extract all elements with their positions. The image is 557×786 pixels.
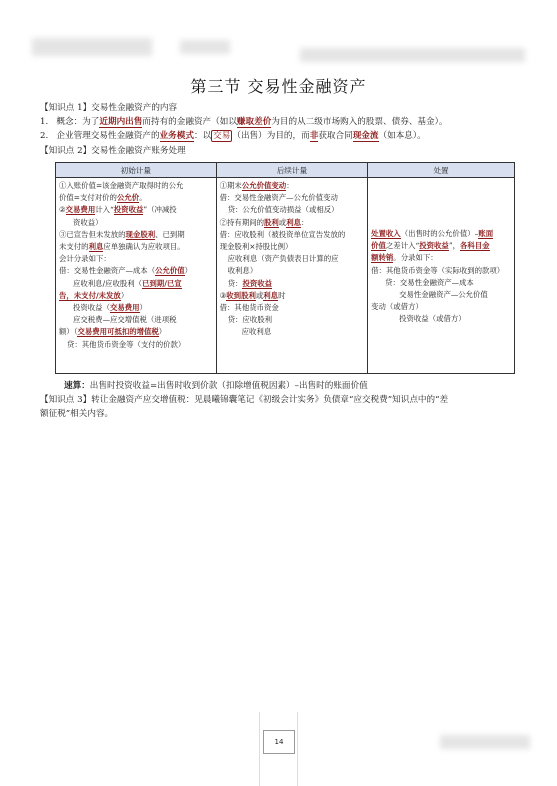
cell-disposal: 处置收入（出售时的公允价值）–账面 价值之差计入“投资收益”，各科目金 额转销。分录如下： 借：其他货币资金等（实际收到的款项） 贷：交易性金融资产—成本 交易性金融资产—公允价值 变动（或借方） 投资收益（或借方） [368,178,515,374]
kp1-item-2: 2. 企业管理交易性金融资产的业务模式：以 交易 （出售）为目的，而非获取合同现金流（如本息）。 [40,131,426,141]
header-subsequent: 后续计量 [216,163,367,178]
cell-subsequent-measurement: ①期末公允价值变动： 借：交易性金融资产—公允价值变动 贷：公允价值变动损益（或相反） ②持有期间的股利或利息： 借：应收股利（被投资单位宣告发放的 现金股利×持股比例） 应收利息（资产负债表日计算的应 收利息） 贷：投资收益 ③收到股利或利息时 借：其他货币资金 贷：应收股利 应收利息 [216,178,367,374]
kp2-heading: 【知识点 2】交易性金融资产账务处理 [40,146,186,156]
header-disposal: 处置 [368,163,515,178]
kp1-item-1: 1. 概念：为了近期内出售而持有的金融资产（如以赚取差价为目的从二级市场购入的股票、债券、基金）。 [40,117,448,127]
accounting-table [55,162,515,374]
blurred-header-mid [180,40,230,54]
kp3-line-1: 【知识点 3】转让金融资产应交增值税：见晨曦锦囊笔记《初级会计实务》负债章“应交税费”知识点中的“差 [40,395,449,405]
cell-initial-measurement: ①入账价值=该金融资产取得时的公允 价值=支付对价的公允价。 ②交易费用计入“投资收益”（冲减投 资收益） ③已宣告但未发放的现金股利、已到期 未支付的利息应单独确认为应收项目。 会计分录如下： 借：交易性金融资产—成本（公允价值） 应收利息/应收股利（已到期/已宣 告，未支付/未发放） 投资收益（交易费用） 应交税费—应交增值税（进项税 额）（交易费用可抵扣的增值税） 贷：其他货币资金等（支付的价款） [56,178,217,374]
kp3-line-2: 额征税”相关内容。 [40,409,114,419]
header-initial: 初始计量 [56,163,217,178]
page-number: 14 [263,730,295,754]
blurred-footer-right [440,735,530,749]
kp1-heading: 【知识点 1】交易性金融资产的内容 [40,103,178,113]
page-title: 第三节 交易性金融资产 [190,77,367,96]
blurred-header-right [300,48,525,62]
shortcut-formula: 速算：出售时投资收益=出售时收到价款（扣除增值税因素）–出售时的账面价值 [64,381,368,391]
blurred-header-left [32,38,152,56]
